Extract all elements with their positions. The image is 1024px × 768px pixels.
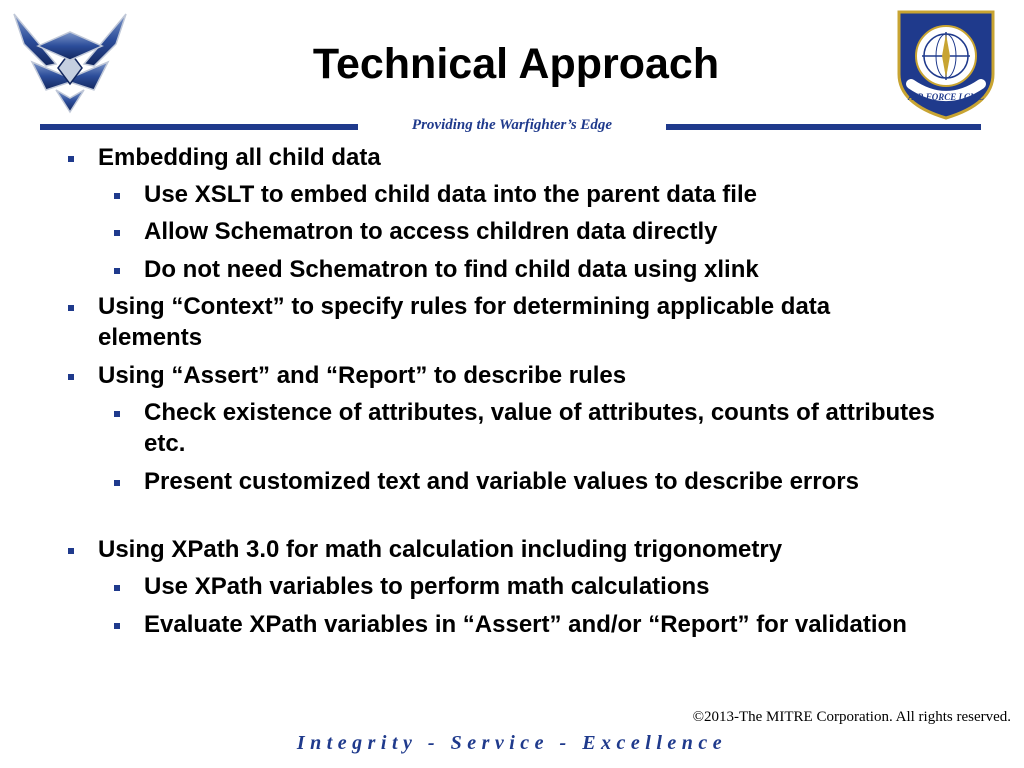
bullet-item: Embedding all child data	[98, 144, 381, 171]
copyright-notice: ©2013-The MITRE Corporation. All rights reserved.	[692, 709, 1011, 725]
bullet-marker-icon	[68, 548, 74, 554]
footer-motto: Integrity - Service - Excellence	[296, 732, 728, 754]
bullet-marker-icon	[68, 156, 74, 162]
sub-bullet-item: Allow Schematron to access children data directly	[144, 218, 718, 245]
sub-bullet-item: Use XPath variables to perform math calculations	[144, 573, 710, 600]
bullet-marker-icon	[114, 268, 120, 274]
bullet-marker-icon	[68, 374, 74, 380]
bullet-item: Using XPath 3.0 for math calculation including trigonometry	[98, 536, 783, 563]
slide-title: Technical Approach	[312, 40, 720, 88]
bullet-marker-icon	[114, 230, 120, 236]
sub-bullet-item: Check existence of attributes, value of attributes, counts of attributes etc.	[144, 399, 935, 457]
bullet-item: Using “Context” to specify rules for determining applicable data elements	[98, 293, 831, 351]
bullet-marker-icon	[114, 623, 120, 629]
header-divider-right	[666, 124, 981, 130]
bullet-marker-icon	[114, 193, 120, 199]
bullet-marker-icon	[114, 411, 120, 417]
sub-bullet-item: Do not need Schematron to find child data using xlink	[144, 256, 759, 283]
tagline: Providing the Warfighter’s Edge	[411, 117, 613, 133]
sub-bullet-item: Evaluate XPath variables in “Assert” and/or “Report” for validation	[144, 611, 907, 638]
bullet-marker-icon	[68, 305, 74, 311]
bullet-marker-icon	[114, 480, 120, 486]
bullet-marker-icon	[114, 585, 120, 591]
header-divider-left	[40, 124, 358, 130]
sub-bullet-item: Use XSLT to embed child data into the parent data file	[144, 181, 757, 208]
sub-bullet-item: Present customized text and variable values to describe errors	[144, 468, 859, 495]
bullet-item: Using “Assert” and “Report” to describe rules	[98, 362, 627, 389]
seal-text: AIR FORCE LCMC	[907, 92, 985, 102]
